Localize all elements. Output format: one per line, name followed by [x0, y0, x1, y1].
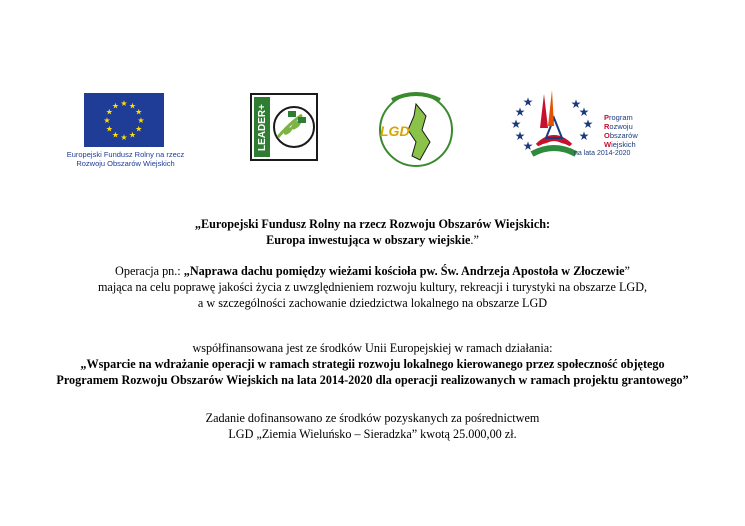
fund-line2: Europa inwestująca w obszary wiejskie.” [266, 233, 479, 247]
cofinance-line2: „Wsparcie na wdrażanie operacji w ramach strategii rozwoju lokalnego kierowanego przez społeczność objętego [80, 357, 665, 371]
funding-statement [0, 410, 745, 442]
operation-line2: mająca na celu poprawę jakości życia z uwzględnieniem rozwoju kultury, rekreacji i turystyki na obszarze LGD, [97, 280, 648, 294]
prow-program-text: Program Rozwoju Obszarów Wiejskich [604, 113, 638, 149]
prow-star-icon: ★ [570, 97, 582, 111]
operation-line1: Operacja pn.: „Naprawa dachu pomiędzy wieżami kościoła pw. Św. Andrzeja Apostoła w Złoczewie” [115, 264, 630, 278]
operation-line3: a w szczególności zachowanie dziedzictwa lokalnego na obszarze LGD [197, 296, 548, 310]
prow-star-icon: ★ [578, 129, 590, 143]
eu-star-icon: ★ [128, 130, 137, 140]
eu-star-icon: ★ [111, 101, 120, 111]
svg-text:LEADER+: LEADER+ [257, 104, 268, 151]
eu-caption-line1: Europejski Fundusz Rolny na rzecz [66, 150, 185, 159]
eu-star-icon: ★ [103, 116, 111, 125]
funding-line2: LGD „Ziemia Wieluńsko – Sieradzka” kwotą 25.000,00 zł. [228, 427, 517, 441]
eu-star-icon: ★ [128, 101, 137, 111]
fund-statement [0, 216, 745, 248]
prow-star-icon: ★ [578, 105, 590, 119]
prow-star-icon: ★ [514, 129, 526, 143]
eu-star-icon: ★ [137, 116, 145, 125]
leader-logo [250, 93, 318, 161]
prow-years: na lata 2014-2020 [574, 150, 631, 157]
prow-star-icon: ★ [514, 105, 526, 119]
lgd-logo [372, 86, 460, 170]
eu-star-icon: ★ [120, 133, 128, 142]
eu-star-icon: ★ [111, 130, 120, 140]
funding-line1: Zadanie dofinansowano ze środków pozyskanych za pośrednictwem [205, 411, 540, 425]
prow-star-icon: ★ [522, 95, 534, 109]
eu-star-icon: ★ [105, 107, 113, 117]
prow-star-icon: ★ [510, 117, 522, 131]
operation-statement [0, 263, 745, 311]
fund-line1: „Europejski Fundusz Rolny na rzecz Rozwoju Obszarów Wiejskich: [194, 217, 551, 231]
eu-caption-line2: Rozwoju Obszarów Wiejskich [76, 159, 175, 168]
prow-star-icon: ★ [582, 117, 594, 131]
eu-fund-caption [58, 150, 193, 168]
cofinance-line3: Programem Rozwoju Obszarów Wiejskich na lata 2014-2020 dla operacji realizowanych w ramach projektu grantowego” [56, 373, 689, 387]
eu-star-icon: ★ [135, 107, 143, 117]
cofinance-line1: współfinansowana jest ze środków Unii Europejskiej w ramach działania: [192, 341, 553, 355]
prow-star-icon: ★ [522, 139, 534, 153]
svg-text:LGD: LGD [380, 123, 410, 139]
eu-flag-logo [84, 93, 164, 147]
eu-star-icon: ★ [135, 124, 143, 134]
eu-star-icon: ★ [120, 99, 128, 108]
logo-row [0, 0, 745, 175]
cofinance-statement [0, 340, 745, 388]
eu-star-icon: ★ [105, 124, 113, 134]
